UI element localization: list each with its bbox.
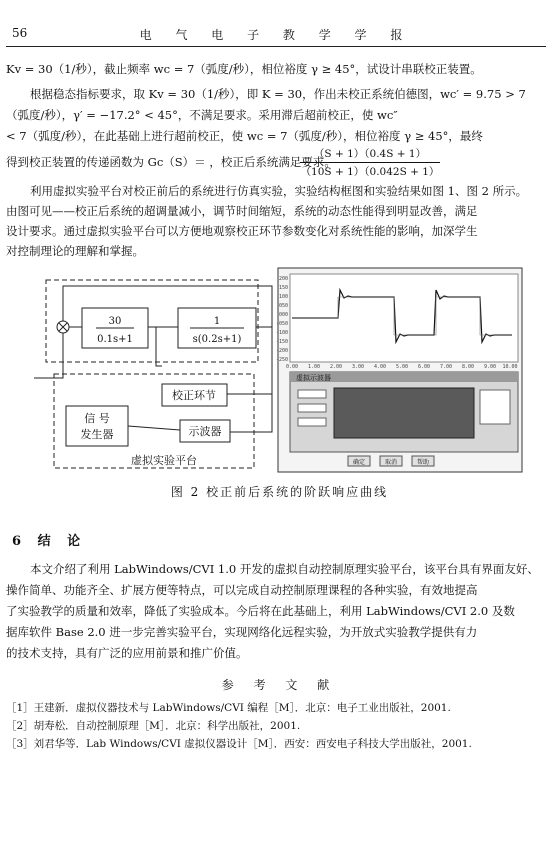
feedback-path — [63, 286, 272, 327]
conclusion-line-5: 的技术支持，具有广泛的应用前景和推广价值。 — [6, 646, 248, 660]
x-tick-label: 6.00 — [417, 364, 431, 370]
oscilloscope-label: 示波器 — [188, 425, 222, 438]
para1-line-3: （弧度/秒），γ′ = −17.2° < 45°，不满足要求。采用滞后超前校正，使 wc″ — [6, 108, 398, 122]
y-tick-label: 050 — [278, 303, 288, 309]
para2-line-1: 利用虚拟实验平台对校正前后的系统进行仿真实验，实验结构框图和实验结果如图 1、图 2 所示。 — [30, 184, 528, 198]
platform-label: 虚拟实验平台 — [131, 454, 197, 467]
conclusion-line-1: 本文介绍了利用 LabWindows/CVI 1.0 开发的虚拟自动控制原理实验平台，该平台具有界面友好、 — [30, 562, 539, 576]
help-button[interactable]: 帮助 — [416, 459, 430, 466]
para2-line-2: 由图可见——校正后系统的超调量减小，调节时间缩短，系统的动态性能得到明显改善，满足 — [6, 204, 478, 218]
x-tick-label: 5.00 — [395, 364, 409, 370]
dialog-title: 虚拟示波器 — [296, 374, 331, 382]
tap-line — [156, 327, 162, 366]
para2-line-3: 设计要求。通过虚拟实验平台可以方便地观察校正环节参数变化对系统性能的影响，加深学生 — [6, 224, 478, 238]
y-tick-label: -250 — [275, 357, 288, 363]
y-tick-label: 100 — [278, 294, 288, 300]
x-tick-label: 7.00 — [439, 364, 453, 370]
x-tick-label: 1.00 — [307, 364, 321, 370]
output-to-scope-line — [230, 394, 272, 432]
figure-2 — [34, 266, 524, 476]
dialog-inner-panel — [334, 388, 474, 438]
dialog-field[interactable] — [298, 404, 326, 412]
signal-line — [128, 426, 180, 430]
y-tick-label: -050 — [275, 321, 288, 327]
x-tick-label: 10.00 — [502, 364, 518, 370]
page-number: 56 — [12, 26, 28, 40]
dialog-field[interactable] — [298, 390, 326, 398]
fraction-denominator: （10S + 1）（0.042S + 1） — [300, 166, 440, 178]
y-tick-label: -200 — [275, 348, 288, 354]
x-tick-label: 0.00 — [285, 364, 299, 370]
y-tick-label: 200 — [278, 276, 288, 282]
block-2-denominator: s(0.2s+1) — [192, 334, 242, 345]
block-diagram — [34, 280, 272, 468]
para1-line-1: Kv = 30（1/秒），截止频率 wc = 7（弧度/秒），相位裕度 γ ≥ 45°，试设计串联校正装置。 — [6, 62, 482, 76]
conclusion-line-4: 据库软件 Base 2.0 进一步完善实验平台，实现网络化远程实验，为开放式实验教学提供有力 — [6, 625, 478, 639]
para1-line-2: 根据稳态指标要求，取 Kv = 30（1/秒），即 K = 30，作出未校正系统伯德图，wc′ = 9.75 > 7 — [30, 87, 526, 101]
oscilloscope-screenshot — [276, 268, 522, 472]
y-tick-label: -150 — [275, 339, 288, 345]
signal-generator-label-2: 发生器 — [80, 428, 114, 441]
ok-button[interactable]: 确定 — [352, 459, 366, 466]
x-tick-label: 9.00 — [483, 364, 497, 370]
inner-loop-dashed-box — [46, 280, 258, 362]
fraction-numerator: （S + 1）（0.4S + 1） — [300, 146, 440, 163]
references-heading: 参 考 文 献 — [221, 678, 338, 692]
y-tick-label: 000 — [278, 312, 288, 318]
reference-item: ［1］王建新．虚拟仪器技术与 LabWindows/CVI 编程［M］．北京：电子工业出版社，2001. — [6, 702, 451, 714]
block-1-denominator: 0.1s+1 — [97, 334, 133, 345]
transfer-function-fraction — [300, 146, 440, 179]
corrector-label: 校正环节 — [172, 389, 216, 402]
section-heading: 6 结 论 — [12, 534, 87, 549]
para1-line-5: 得到校正装置的传递函数为 Gc（S）＝ ，校正后系统满足要求。 — [6, 155, 336, 169]
cancel-button[interactable]: 取消 — [384, 459, 398, 466]
block-1-numerator: 30 — [108, 316, 122, 327]
reference-item: ［2］胡寿松．自动控制原理［M］．北京：科学出版社，2001. — [6, 720, 301, 732]
x-tick-label: 3.00 — [351, 364, 365, 370]
block-2-numerator: 1 — [213, 316, 221, 327]
x-tick-label: 4.00 — [373, 364, 387, 370]
figure-caption: 图 2 校正前后系统的阶跃响应曲线 — [170, 485, 389, 499]
para2-line-4: 对控制理论的理解和掌握。 — [6, 244, 144, 258]
dialog-field[interactable] — [298, 418, 326, 426]
para1-line-4: < 7（弧度/秒），在此基础上进行超前校正，使 wc = 7（弧度/秒），相位裕度 γ ≥ 45°，最终 — [6, 129, 483, 143]
x-tick-label: 2.00 — [329, 364, 343, 370]
dialog-side-panel — [480, 390, 510, 424]
outer-feedback-path — [34, 333, 63, 378]
x-tick-label: 8.00 — [461, 364, 475, 370]
conclusion-line-2: 操作简单、功能齐全、扩展方便等特点，可以完成自动控制原理课程的各种实验，有效地提高 — [6, 583, 478, 597]
conclusion-line-3: 了实验教学的质量和效率，降低了实验成本。今后将在此基础上，利用 LabWindows/CVI 2.0 及数 — [6, 604, 515, 618]
signal-generator-label-1: 信 号 — [84, 412, 110, 425]
running-header — [6, 26, 546, 47]
y-tick-label: 150 — [278, 285, 288, 291]
y-tick-label: -100 — [275, 330, 288, 336]
reference-item: ［3］刘君华等．Lab Windows/CVI 虚拟仪器设计［M］．西安：西安电子科技大学出版社，2001. — [6, 738, 472, 750]
journal-title: 电 气 电 子 教 学 学 报 — [139, 28, 413, 42]
